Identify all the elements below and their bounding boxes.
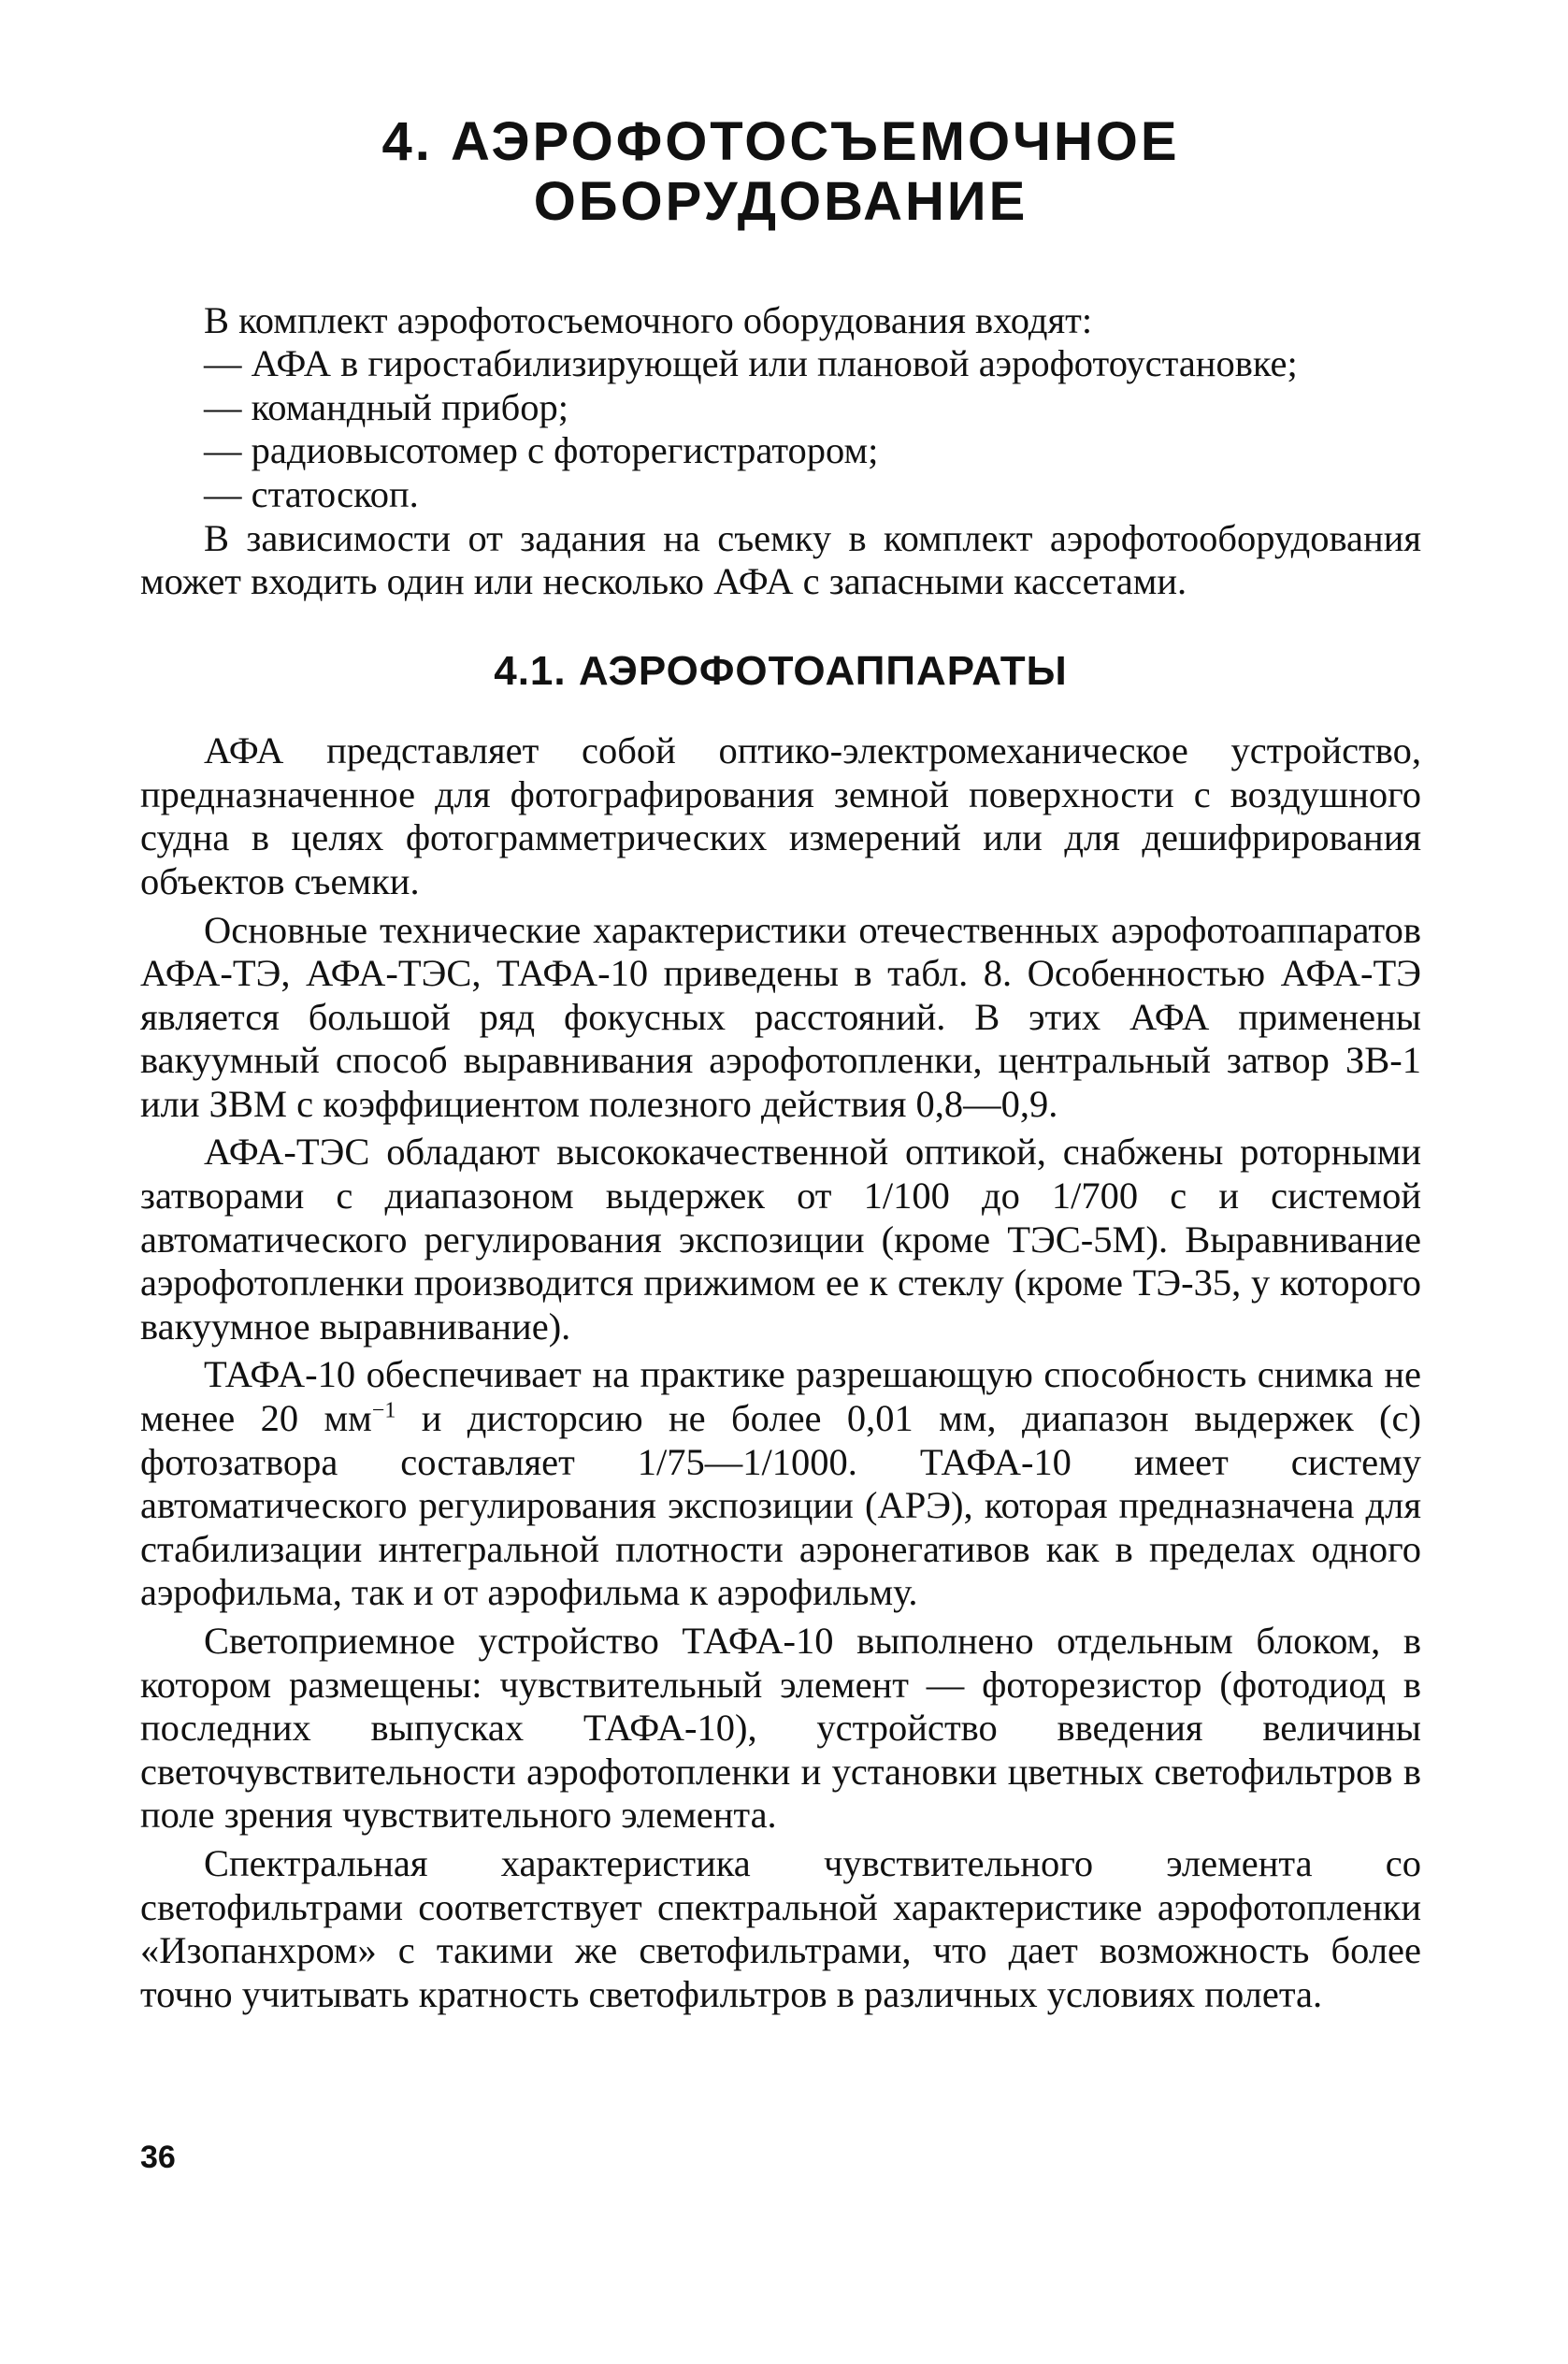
page-number: 36: [140, 2140, 176, 2175]
superscript-exponent: −1: [371, 1398, 396, 1423]
paragraph-5: Светоприемное устройство ТАФА-10 выполнено отдельным блоком, в котором размещены: чувствительный элемент — фоторезистор (фотодиод в последних выпусках ТАФА-10), устройство введения величины светочувствительности аэрофотопленки и установки цветных светофильтров в поле зрения чувствительного элемента.: [140, 1620, 1421, 1837]
intro-paragraph-2: В зависимости от задания на съемку в комплект аэрофотооборудования может входить один или несколько АФА с запасными кассетами.: [140, 516, 1421, 603]
paragraph-6: Спектральная характеристика чувствительного элемента со светофильтрами соответствует спектральной характеристике аэрофотопленки «Изопанхром» с такими же светофильтрами, что дает возможность более точно учитывать кратность светофильтров в различных условиях полета.: [140, 1841, 1421, 2015]
paragraph-1: АФА представляет собой оптико-электромеханическое устройство, предназначенное для фотографирования земной поверхности с воздушного судна в целях фотограмметрических измерений или для дешифрирования объектов съемки.: [140, 729, 1421, 902]
page-body: [140, 112, 1421, 2016]
intro-paragraph: В комплект аэрофотосъемочного оборудования входят:: [204, 298, 1093, 341]
chapter-title: 4. АЭРОФОТОСЪЕМОЧНОЕ ОБОРУДОВАНИЕ: [381, 111, 1180, 232]
section-title: 4.1. АЭРОФОТОАППАРАТЫ: [494, 647, 1068, 694]
list-item: — радиовысотомер с фоторегистратором;: [204, 429, 879, 472]
paragraph-4: [140, 1353, 1421, 1615]
paragraph-3: АФА-ТЭС обладают высококачественной оптикой, снабжены роторными затворами с диапазоном выдержек от 1/100 до 1/700 с и системой автоматического регулирования экспозиции (кроме ТЭС-5М). Выравнивание аэрофотопленки производится прижимом ее к стеклу (кроме ТЭ-35, у которого вакуумное выравнивание).: [140, 1131, 1421, 1348]
list-item: — АФА в гиростабилизирующей или плановой аэрофотоустановке;: [204, 342, 1298, 385]
paragraph-4-part-b: и дисторсию не более 0,01 мм, диапазон выдержек (с) фотозатвора составляет 1/75—1/1000. ТАФА-10 имеет систему автоматического регулирования экспозиции (АРЭ), которая предназначена для стабилизации интегральной плотности аэронегативов как в пределах одного аэрофильма, так и от аэрофильма к аэрофильму.: [140, 1397, 1421, 1614]
list-item: — командный прибор;: [204, 385, 568, 428]
paragraph-2: Основные технические характеристики отечественных аэрофотоаппаратов АФА-ТЭ, АФА-ТЭС, ТАФА-10 приведены в табл. 8. Особенностью АФА-ТЭ является большой ряд фокусных расстояний. В этих АФА применены вакуумный способ выравнивания аэрофотопленки, центральный затвор ЗВ-1 или ЗВМ с коэффициентом полезного действия 0,8—0,9.: [140, 908, 1421, 1125]
list-item: — статоскоп.: [204, 472, 419, 515]
paragraph-4-part-a: ТАФА-10 обеспечивает на практике разрешающую способность снимка не менее 20 мм: [140, 1353, 1421, 1440]
